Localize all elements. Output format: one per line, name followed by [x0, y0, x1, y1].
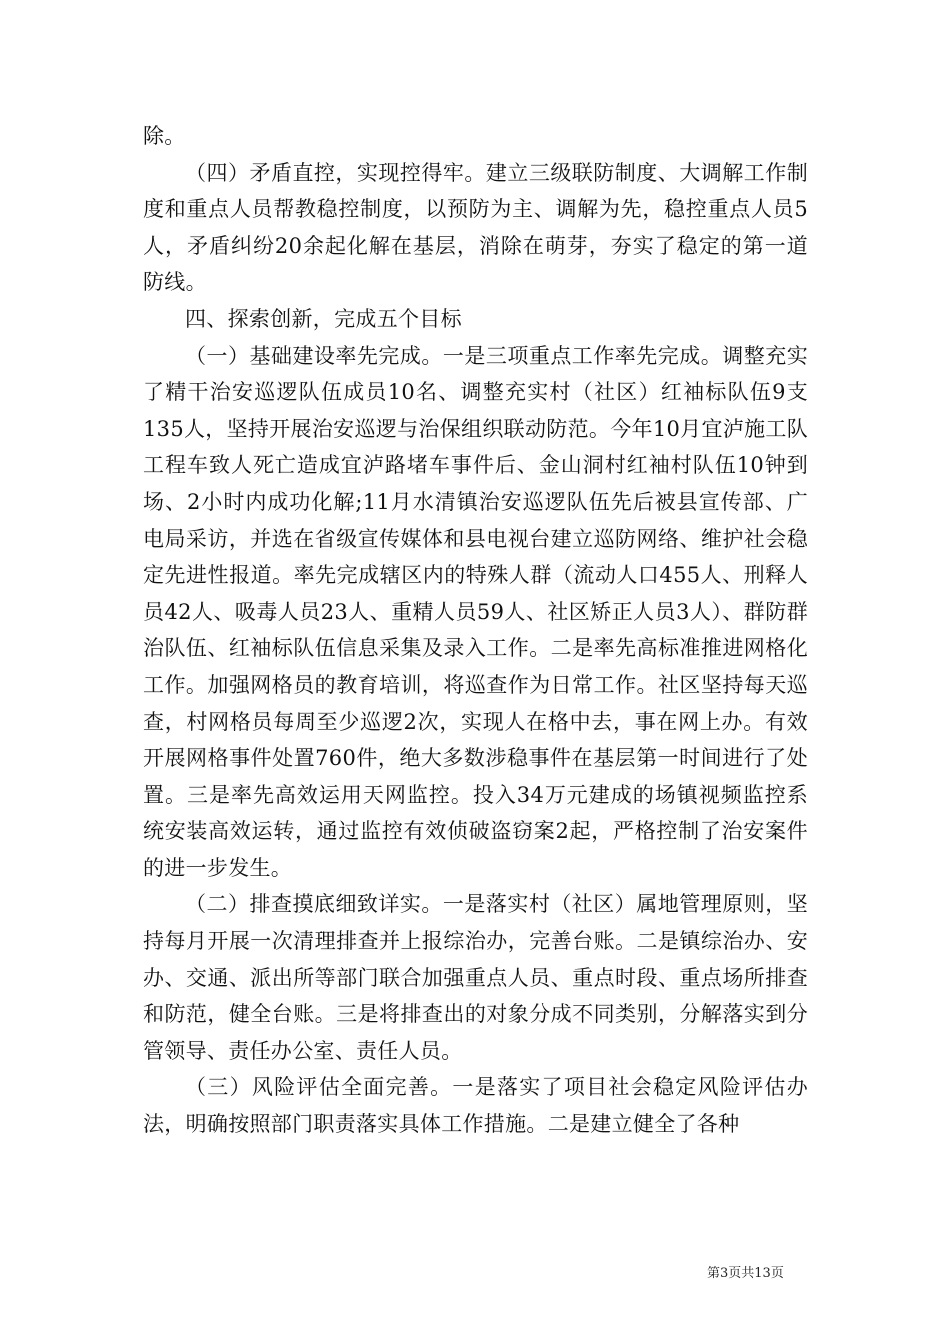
document-body	[143, 118, 808, 1143]
paragraph-item-three-risk-assessment: （三）风险评估全面完善。一是落实了项目社会稳定风险评估办法，明确按照部门职责落实具体工作措施。二是建立健全了各种	[143, 1075, 808, 1137]
paragraph-continuation: 除。	[143, 124, 186, 148]
page-number-footer: 第3页共13页	[707, 1266, 784, 1281]
paragraph-section-four-item-four: （四）矛盾直控，实现控得牢。建立三级联防制度、大调解工作制度和重点人员帮教稳控制度，以预防为主、调解为先，稳控重点人员5人，矛盾纠纷20余起化解在基层，消除在萌芽，夯实了稳定的第一道防线。	[143, 160, 808, 295]
paragraph-item-one-infrastructure: （一）基础建设率先完成。一是三项重点工作率先完成。调整充实了精干治安巡逻队伍成员10名、调整充实村（社区）红袖标队伍9支135人，坚持开展治安巡逻与治保组织联动防范。今年10月宜泸施工队工程车致人死亡造成宜泸路堵车事件后、金山洞村红袖村队伍10钟到场、2小时内成功化解;11月水清镇治安巡逻队伍先后被县宣传部、广电局采访，并选在省级宣传媒体和县电视台建立巡防网络、维护社会稳定先进性报道。率先完成辖区内的特殊人群（流动人口455人、刑释人员42人、吸毒人员23人、重精人员59人、社区矫正人员3人）、群防群治队伍、红袖标队伍信息采集及录入工作。二是率先高标准推进网格化工作。加强网格员的教育培训，将巡查作为日常工作。社区坚持每天巡查，村网格员每周至少巡逻2次，实现人在格中去，事在网上办。有效开展网格事件处置760件，绝大多数涉稳事件在基层第一时间进行了处置。三是率先高效运用天网监控。投入34万元建成的场镇视频监控系统安装高效运转，通过监控有效侦破盗窃案2起，严格控制了治安案件的进一步发生。	[143, 343, 808, 880]
paragraph-item-two-investigation: （二）排查摸底细致详实。一是落实村（社区）属地管理原则，坚持每月开展一次清理排查并上报综治办，完善台账。二是镇综治办、安办、交通、派出所等部门联合加强重点人员、重点时段、重点场所排查和防范，健全台账。三是将排查出的对象分成不同类别，分解落实到分管领导、责任办公室、责任人员。	[143, 892, 808, 1063]
section-heading-four: 四、探索创新，完成五个目标	[185, 306, 462, 331]
